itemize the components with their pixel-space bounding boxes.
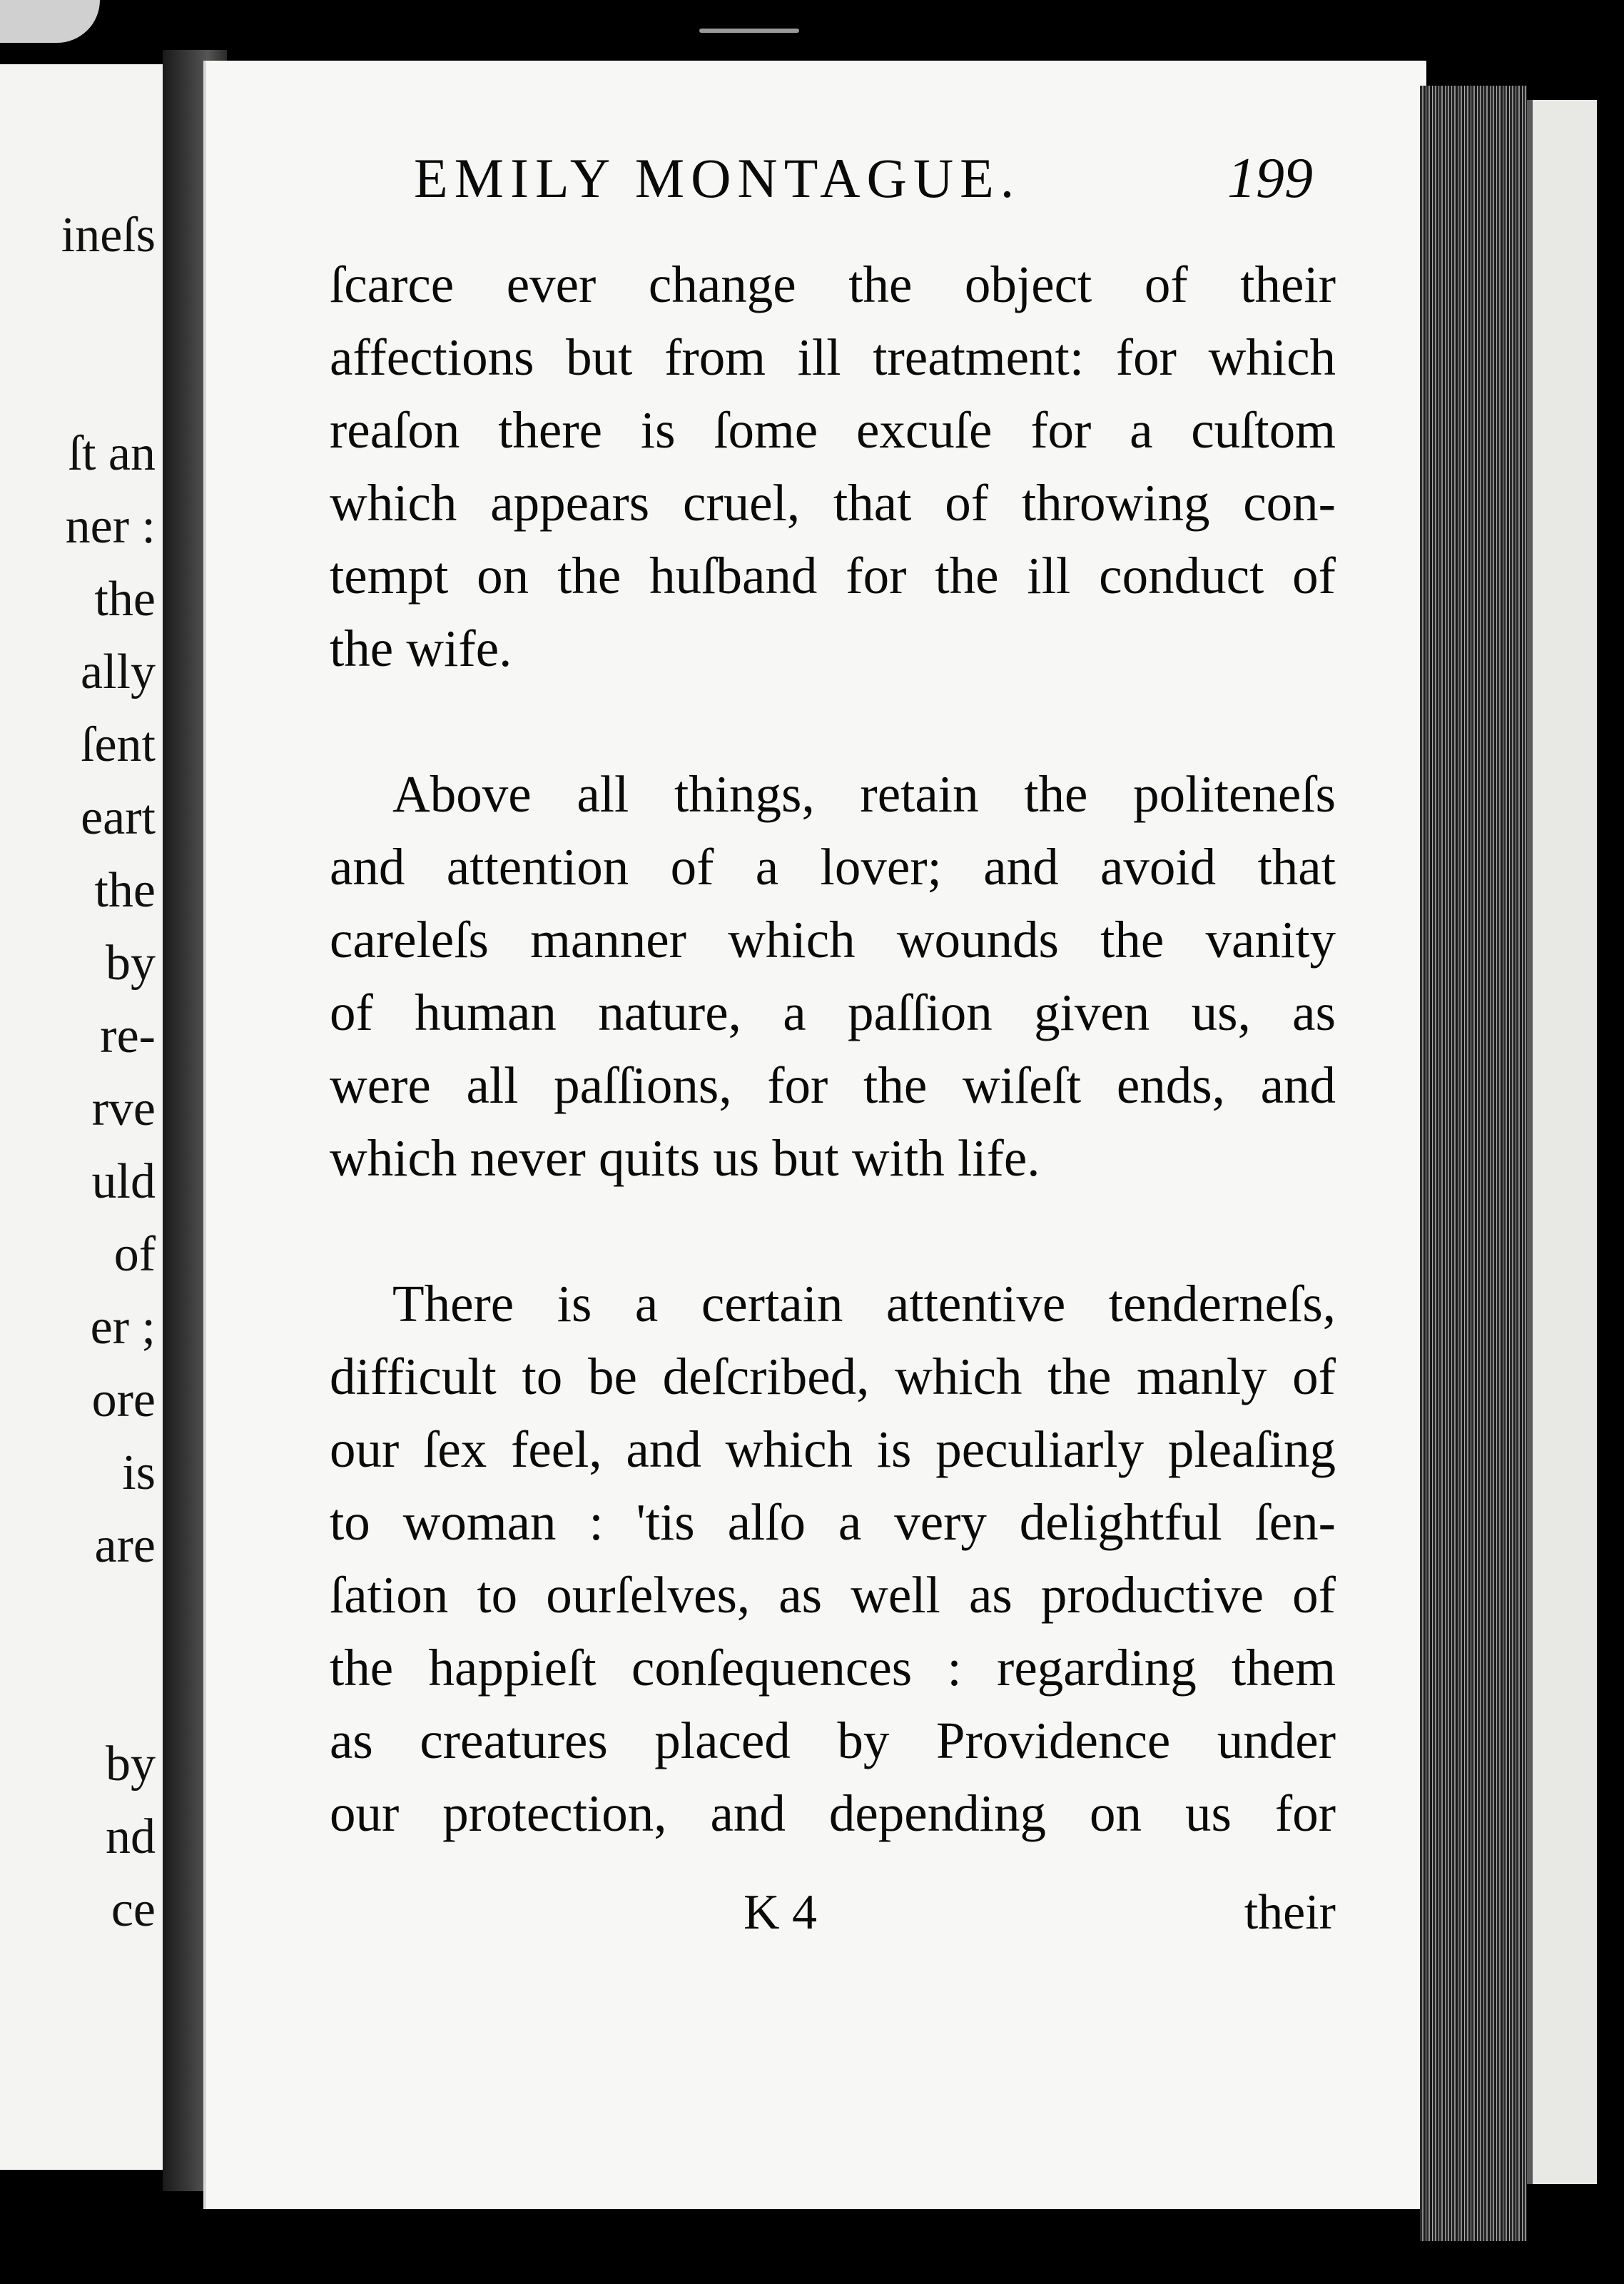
left-page-line-fragment: ineſs bbox=[61, 208, 156, 263]
left-page-line-fragment: uld bbox=[91, 1154, 156, 1209]
text-line: Above all things, retain the politeneſs bbox=[392, 765, 1336, 823]
text-line: the wife. bbox=[330, 620, 512, 677]
text-line: of human nature, a paſſion given us, as bbox=[330, 984, 1336, 1041]
left-page-line-fragment: eart bbox=[81, 790, 156, 845]
paragraph-2 bbox=[330, 758, 1336, 1195]
page-footer bbox=[330, 1877, 1336, 1949]
left-page-line-fragment: er ; bbox=[90, 1300, 156, 1355]
left-page-line-fragment: by bbox=[106, 936, 156, 991]
running-title: EMILY MONTAGUE. bbox=[414, 147, 1021, 209]
paragraph-1 bbox=[330, 248, 1336, 685]
text-line: reaſon there is ſome excuſe for a cuſtom bbox=[330, 401, 1336, 459]
left-page-line-fragment: the bbox=[94, 863, 156, 918]
top-smudge bbox=[699, 29, 799, 33]
text-line: the happieſt conſequences : regarding them bbox=[330, 1639, 1336, 1697]
text-line: our protection, and depending on us for bbox=[330, 1784, 1336, 1842]
left-page-line-fragment: ner : bbox=[65, 499, 156, 554]
text-line: ſcarce ever change the object of their bbox=[330, 256, 1336, 313]
text-line: were all paſſions, for the wiſeſt ends, and bbox=[330, 1056, 1336, 1114]
text-line: and attention of a lover; and avoid that bbox=[330, 838, 1336, 896]
signature-mark: K 4 bbox=[744, 1885, 818, 1940]
left-page-line-fragment: by bbox=[106, 1737, 156, 1792]
left-page bbox=[0, 64, 163, 2170]
page-edges bbox=[1420, 86, 1527, 2241]
text-line: to woman : 'tis alſo a very delightful ſen- bbox=[330, 1493, 1336, 1551]
text-line: which never quits us but with life. bbox=[330, 1129, 1040, 1187]
left-page-line-fragment: nd bbox=[106, 1809, 156, 1864]
back-cover bbox=[1527, 100, 1597, 2184]
paragraph-gap bbox=[330, 1195, 1336, 1268]
text-line: ſation to ourſelves, as well as productive of bbox=[330, 1566, 1336, 1624]
left-page-line-fragment: the bbox=[94, 572, 156, 627]
text-line: tempt on the huſband for the ill conduct of bbox=[330, 547, 1336, 605]
page-header bbox=[414, 139, 1313, 218]
catchword: their bbox=[1244, 1885, 1336, 1940]
left-page-line-fragment: ore bbox=[91, 1373, 156, 1428]
left-page-line-fragment: ſent bbox=[81, 717, 156, 772]
text-line: careleſs manner which wounds the vanity bbox=[330, 911, 1336, 969]
left-page-line-fragment: re- bbox=[100, 1009, 156, 1063]
left-page-line-fragment: is bbox=[122, 1445, 156, 1500]
body-text bbox=[330, 248, 1336, 1850]
left-page-line-fragment: rve bbox=[91, 1081, 156, 1136]
text-line: our ſex feel, and which is peculiarly pleaſing bbox=[330, 1420, 1336, 1478]
text-line: which appears cruel, that of throwing con- bbox=[330, 474, 1336, 532]
page-number: 199 bbox=[1227, 147, 1313, 210]
left-page-line-fragment: ſt an bbox=[68, 426, 156, 481]
paragraph-gap bbox=[330, 685, 1336, 758]
left-page-line-fragment: ally bbox=[81, 645, 156, 699]
left-page-line-fragment: of bbox=[113, 1227, 156, 1282]
paragraph-3 bbox=[330, 1268, 1336, 1850]
left-page-line-fragment: are bbox=[94, 1518, 156, 1573]
text-line: difficult to be deſcribed, which the manly of bbox=[330, 1348, 1336, 1405]
corner-smudge bbox=[0, 0, 100, 43]
text-line: affections but from ill treatment: for which bbox=[330, 328, 1336, 386]
left-page-line-fragment: ce bbox=[111, 1882, 156, 1937]
text-line: There is a certain attentive tenderneſs, bbox=[392, 1275, 1336, 1333]
text-line: as creatures placed by Providence under bbox=[330, 1712, 1336, 1769]
